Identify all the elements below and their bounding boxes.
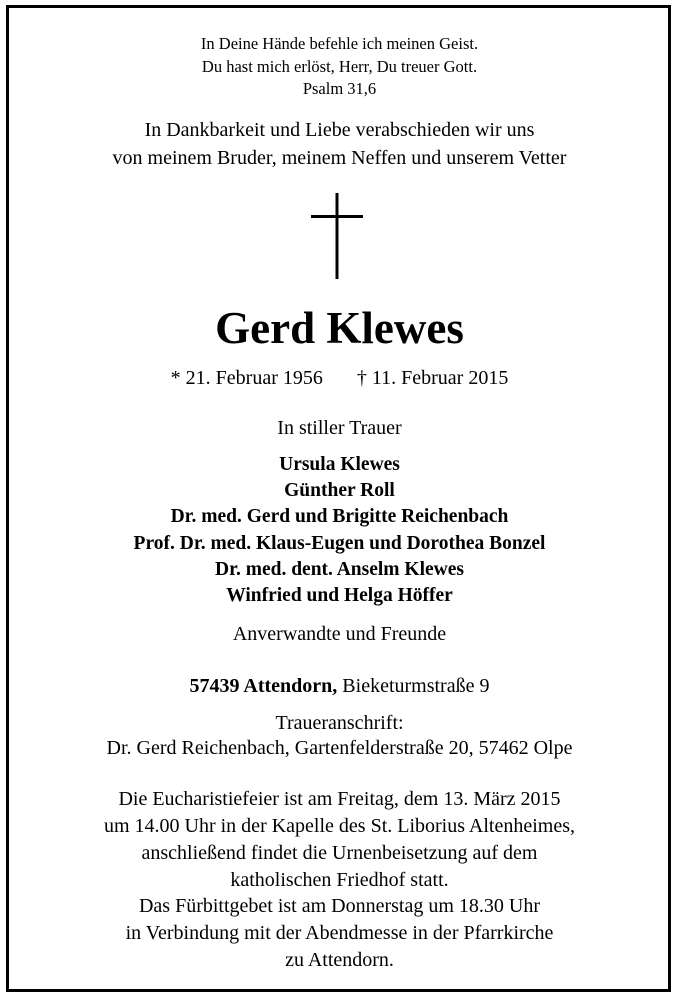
address-city: 57439 Attendorn, (189, 675, 338, 697)
service-line: Die Eucharistiefeier ist am Freitag, dem 13. März 2015 (118, 788, 561, 810)
condolence-label: Traueranschrift: (275, 712, 404, 734)
intro-line-2: von meinem Bruder, meinem Neffen und unserem Vetter (112, 147, 567, 169)
service-line: Das Fürbittgebet ist am Donnerstag um 18.30 Uhr (138, 895, 541, 917)
mourner-name: Winfried und Helga Höffer (226, 585, 453, 606)
mourner-name: Dr. med. Gerd und Brigitte Reichenbach (170, 506, 509, 527)
psalm-line-1: In Deine Hände befehle ich meinen Geist. (200, 34, 479, 53)
psalm-line-2: Du hast mich erlöst, Herr, Du treuer Gott. (201, 57, 478, 76)
relatives-and-friends: Anverwandte und Freunde (232, 623, 447, 645)
service-line: anschließend findet die Urnenbeisetzung auf dem (141, 842, 538, 864)
mourner-name: Prof. Dr. med. Klaus-Eugen und Dorothea Bonzel (133, 533, 546, 554)
deceased-name: Gerd Klewes (215, 303, 464, 353)
mourner-name: Dr. med. dent. Anselm Klewes (215, 559, 464, 580)
death-date: † 11. Februar 2015 (356, 367, 509, 389)
birth-date: * 21. Februar 1956 (170, 367, 323, 389)
life-dates (6, 368, 673, 388)
home-address (6, 676, 673, 696)
intro-line-1: In Dankbarkeit und Liebe verabschieden wir uns (144, 119, 535, 141)
address-street: Bieketurmstraße 9 (342, 675, 490, 697)
service-line: in Verbindung mit der Abendmesse in der Pfarrkirche (125, 922, 554, 944)
service-line: katholischen Friedhof statt. (230, 869, 449, 891)
service-line: um 14.00 Uhr in der Kapelle des St. Liborius Altenheimes, (103, 815, 576, 837)
condolence-address: Dr. Gerd Reichenbach, Gartenfelderstraße 20, 57462 Olpe (106, 737, 573, 759)
latin-cross-icon (311, 193, 363, 279)
psalm-reference: Psalm 31,6 (302, 79, 377, 98)
service-line: zu Attendorn. (285, 949, 394, 971)
mourner-name: Günther Roll (284, 480, 395, 501)
mourning-heading: In stiller Trauer (277, 417, 402, 439)
mourner-name: Ursula Klewes (279, 454, 400, 475)
